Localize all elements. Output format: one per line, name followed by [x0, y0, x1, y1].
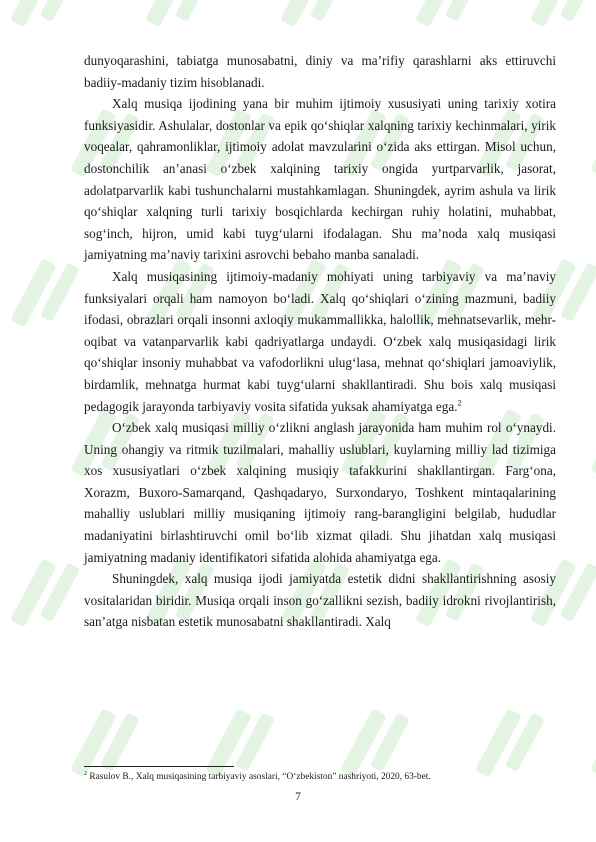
footnote-text: Rasulov B., Xalq musiqasining tarbiyaviy asoslari, “O‘zbekiston” nashriyoti, 2020, 63-bet. — [87, 772, 431, 782]
paragraph-1: dunyoqarashini, tabiatga munosabatni, diniy va ma’rifiy qarashlarni aks ettiruvchi badiiy-madaniy tizim hisoblanadi. — [84, 53, 556, 90]
paragraph-3 — [84, 266, 556, 417]
footnote-reference[interactable]: 2 — [457, 398, 462, 408]
paragraph-2: Xalq musiqa ijodining yana bir muhim ijtimoiy xususiyati uning tarixiy xotira funksiyasidir. Ashulalar, dostonlar va epik qo‘shiqlar xalqning tarixiy kechinmalari, yirik voqealar, qahramonliklar, ijtimoiy adolat mavzularini o‘zida aks ettirgan. Misol uchun, dostonchilik an’anasi o‘zbek xalqining tarixiy ongida yurtparvarlik, jasorat, adolatparvarlik kabi tushunchalarni mustahkamlagan. Shuningdek, ayrim ashula va lirik qo‘shiqlar xalqning turli tarixiy bosqichlarda kechirgan ruhiy holatini, muhabbat, sog‘inch, hijron, umid kabi tuyg‘ularni ifodalagan. Shu ma’noda xalq musiqasi jamiyatning ma’naviy tarixini asrovchi bebaho manba sanaladi. — [84, 96, 556, 263]
body-text — [84, 50, 556, 633]
paragraph-4: O‘zbek xalq musiqasi milliy o‘zlikni anglash jarayonida ham muhim rol o‘ynaydi. Uning ohangiy va ritmik tuzilmalari, mahalliy uslublari, kuylarning milliy lad tizimiga xos xususiyatlari o‘zbek xalqining musiqiy tafakkurini shakllantirgan. Farg‘ona, Xorazm, Buxoro-Samarqand, Qashqadaryo, Surxondaryo, Toshkent mintaqalarining mahalliy uslublari milliy musiqaning ijtimoiy rang-barangligini belgilab, hududlar madaniyatini birlashtiruvchi omil bo‘lib xizmat qiladi. Shu jihatdan xalq musiqasi jamiyatning madaniy identifikatori sifatida alohida ahamiyatga ega. — [84, 420, 556, 565]
page-number: 7 — [295, 791, 301, 803]
footnote-number: 2 — [84, 770, 87, 777]
footnote-divider — [84, 766, 234, 767]
paragraph-5: Shuningdek, xalq musiqa ijodi jamiyatda estetik didni shakllantirishning asosiy vositalaridan biridir. Musiqa orqali inson go‘zallikni sezish, badiiy idrokni rivojlantirish, san’atga nisbatan estetik munosabatni shakllantiradi. Xalq — [84, 571, 556, 630]
paragraph-3-text: Xalq musiqasining ijtimoiy-madaniy mohiyati uning tarbiyaviy va ma’naviy funksiyalari orqali ham namoyon bo‘ladi. Xalq qo‘shiqlari o‘zining mazmuni, badiiy ifodasi, obrazlari orqali insonni axloqiy mukammallikka, halollik, mehnatsevarlik, mehr-oqibat va vatanparvarlik kabi qadriyatlarga undaydi. O‘zbek xalq musiqasidagi lirik qo‘shiqlar insoniy muhabbat va vafodorlikni ulug‘lasa, mehnat qo‘shiqlari jamoaviylik, birdamlik, mehnatga hurmat kabi tuyg‘ularni shakllantiradi. Shu bois xalq musiqasi pedagogik jarayonda tarbiyaviy vosita sifatida yuksak ahamiyatga ega. — [84, 268, 556, 414]
footnote — [84, 771, 556, 783]
